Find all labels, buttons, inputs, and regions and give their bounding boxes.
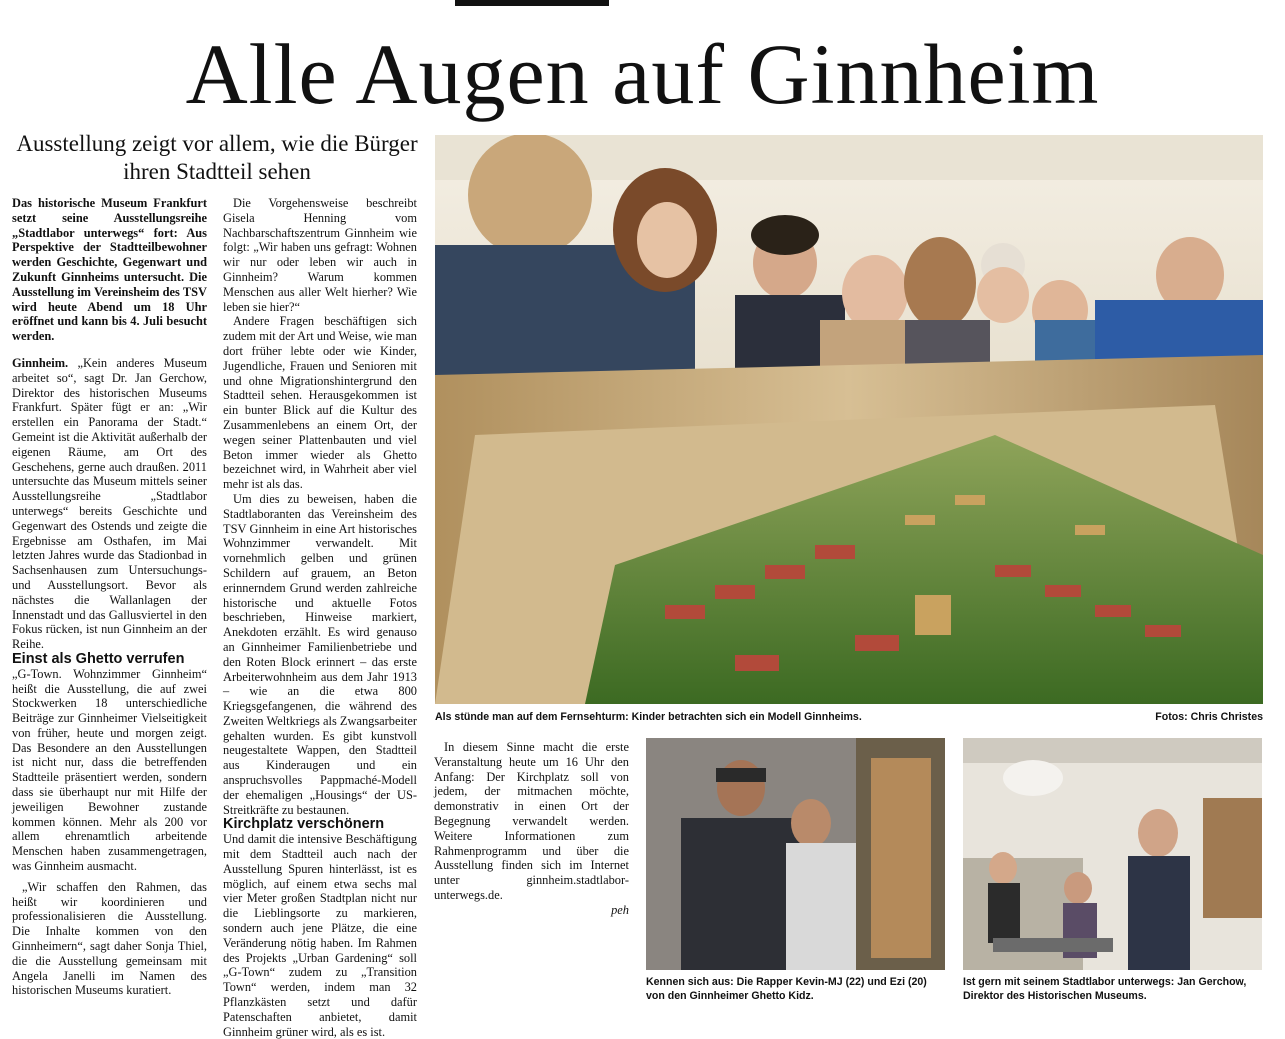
photo-credit: Fotos: Chris Christes: [1155, 711, 1263, 723]
director-caption: Ist gern mit seinem Stadtlabor unterwegs: Jan Gerchow, Direktor des Historischen Museums.: [963, 976, 1247, 1002]
model-photo-illustration: [435, 135, 1263, 704]
body-paragraph: Die Vorgehensweise beschreibt Gisela Henning vom Nachbarschaftszentrum Ginnheim wie folgt: „Wir haben uns gefragt: Wohnen wir nur oder leben wir auch in Ginnheim? Warum kommen Menschen aus aller Welt hierher? Wie leben sie hier?“: [223, 196, 417, 314]
director-photo: [963, 738, 1262, 970]
rappers-photo: [646, 738, 945, 970]
body-paragraph: Um dies zu beweisen, haben die Stadtlaboranten das Vereinsheim des TSV Ginnheim in eine Art historisches Wohnzimmer verwandelt. Mit vornehmlich gelben und grünen Schildern auf grauem, an Beton erinnerndem Grund werden zahlreiche historische und aktuelle Fotos beschrieben, Hinweise markiert, Anekdoten erzählt. Es wird genauso an Ginnheimer Familienbetriebe und den Roten Block erinnert – das erste Arbeiterwohnheim aus dem Jahr 1913 – wie an die etwa 800 Kriegsgefangenen, die während des Zweiten Weltkriegs als Zwangsarbeiter gehalten wurden. Es gibt kunstvoll neugestaltete Wappen, den Stadtteil aus Kinderaugen und ein anspruchsvolles Pappmaché-Modell der ehemaligen „Housings“ der US-Streitkräfte zu bestaunen.: [223, 491, 417, 817]
dateline: Ginnheim.: [12, 355, 69, 370]
paragraph-text: „Kein anderes Museum arbeitet so“, sagt Dr. Jan Gerchow, Direktor des historischen Museums Frankfurt. Später fügt er an: „Wir erstellen ein Panorama der Stadt.“ Gemeint ist die Aktivität außerhalb der eigenen Räume, am Ort des Geschehens, gerne auch draußen. 2011 untersuchte das Museum mittels seiner Ausstellungsreihe „Stadtlabor unterwegs“ bereits Geschichte und Gegenwart des Ostends und zeigte die Ergebnisse am Osthafen, im Mai letzten Jahres wurde das Stadionbad in Sachsenhausen zum Untersuchungs- und Ausstellungsort. Bevor als nächstes die Wallanlagen der Innenstadt und das Gallusviertel in den Fokus rücken, ist nun Ginnheim an der Reihe.: [12, 355, 207, 652]
body-paragraph: „Wir schaffen den Rahmen, das heißt wir koordinieren und professionalisieren die Ausstellung. Die Inhalte kommen von den Ginnheimern“, sagt daher Sonja Thiel, die die Ausstellung gemeinsam mit Angela Janelli im Namen des historischen Museums kuratiert.: [12, 879, 207, 998]
director-photo-illustration: [963, 738, 1262, 970]
lead-paragraph: Das historische Museum Frankfurt setzt seine Ausstellungsreihe „Stadtlabor unterwegs“ fort: Aus Perspektive der Stadtteilbewohner werden Geschichte, Gegenwart und Zukunft Ginnheims untersucht. Die Ausstellung im Vereinsheim des TSV wird heute Abend um 18 Uhr eröffnet und kann bis 4. Juli besucht werden.: [12, 196, 207, 344]
body-paragraph: In diesem Sinne macht die erste Veranstaltung heute um 16 Uhr den Anfang: Der Kirchplatz soll von jedem, der mitmachen möchte, demonstrativ in einen Ort der Begegnung verwandelt werden. Weitere Informationen zum Rahmenprogramm und über die Ausstellung finden sich im Internet unter ginnheim.stadtlabor-unterwegs.de.: [434, 740, 629, 902]
body-paragraph: Andere Fragen beschäftigen sich zudem mit der Art und Weise, wie man dort früher lebte oder wie Kinder, Jugendliche, Frauen und Senioren mit und ohne Migrationshintergrund den Stadtteil sehen. Herausgekommen ist ein bunter Blick auf die Kultur des Zusammenlebens an einem Ort, der wegen seiner Plattenbauten und viel Beton immer wieder als Ghetto bezeichnet wird, in Wahrheit aber viel mehr ist als das.: [223, 314, 417, 492]
text-column-2: [223, 196, 417, 1039]
body-paragraph: [12, 356, 207, 652]
author-signature: peh: [611, 902, 629, 917]
section-heading: Einst als Ghetto verrufen: [12, 650, 185, 667]
main-photo-caption: Als stünde man auf dem Fernsehturm: Kinder betrachten sich ein Modell Ginnheims.: [435, 711, 862, 723]
main-photo: [435, 135, 1263, 704]
text-column-1: [12, 196, 207, 998]
headline: Alle Augen auf Ginnheim: [185, 26, 1100, 122]
rappers-caption: Kennen sich aus: Die Rapper Kevin-MJ (22) und Ezi (20) von den Ginnheimer Ghetto Kidz.: [646, 976, 927, 1002]
rappers-photo-illustration: [646, 738, 945, 970]
body-paragraph: Und damit die intensive Beschäftigung mit dem Stadtteil auch nach der Ausstellung Spuren hinterlässt, ist es möglich, auf einem etwa sechs mal vier Meter großen Stadtplan nicht nur die Lieblingsorte zu markieren, sondern auch jene Plätze, die eine Veränderung nötig haben. Im Rahmen des Projekts „Urban Gardening“ soll „G-Town“ zudem zu „Transition Town“ werden, indem man 32 Pflanzkästen setzt und dafür Patenschaften anbietet, damit Ginnheim grüner wird, als es ist.: [223, 832, 417, 1039]
section-heading: Kirchplatz verschönern: [223, 816, 385, 833]
top-rule: [455, 0, 609, 6]
subheadline: Ausstellung zeigt vor allem, wie die Bürger ihren Stadtteil sehen: [16, 131, 418, 184]
body-paragraph: „G-Town. Wohnzimmer Ginnheim“ heißt die Ausstellung, die auf zwei Stockwerken 18 unterschiedliche Beiträge zur Ginnheimer Vielseitigkeit von früher, heute und morgen zeigt. Das Besondere an den Ausstellungen ist nicht nur, dass die betreffenden Stadtteile präsentiert werden, sondern dass sie überhaupt nur mit Hilfe der jeweiligen Bewohner zustande kommen können. Mehr als 200 vor allem ehrenamtlich arbeitende Menschen haben zusammengetragen, was Ginnheim ausmacht.: [12, 666, 207, 874]
text-column-3: [434, 740, 629, 918]
